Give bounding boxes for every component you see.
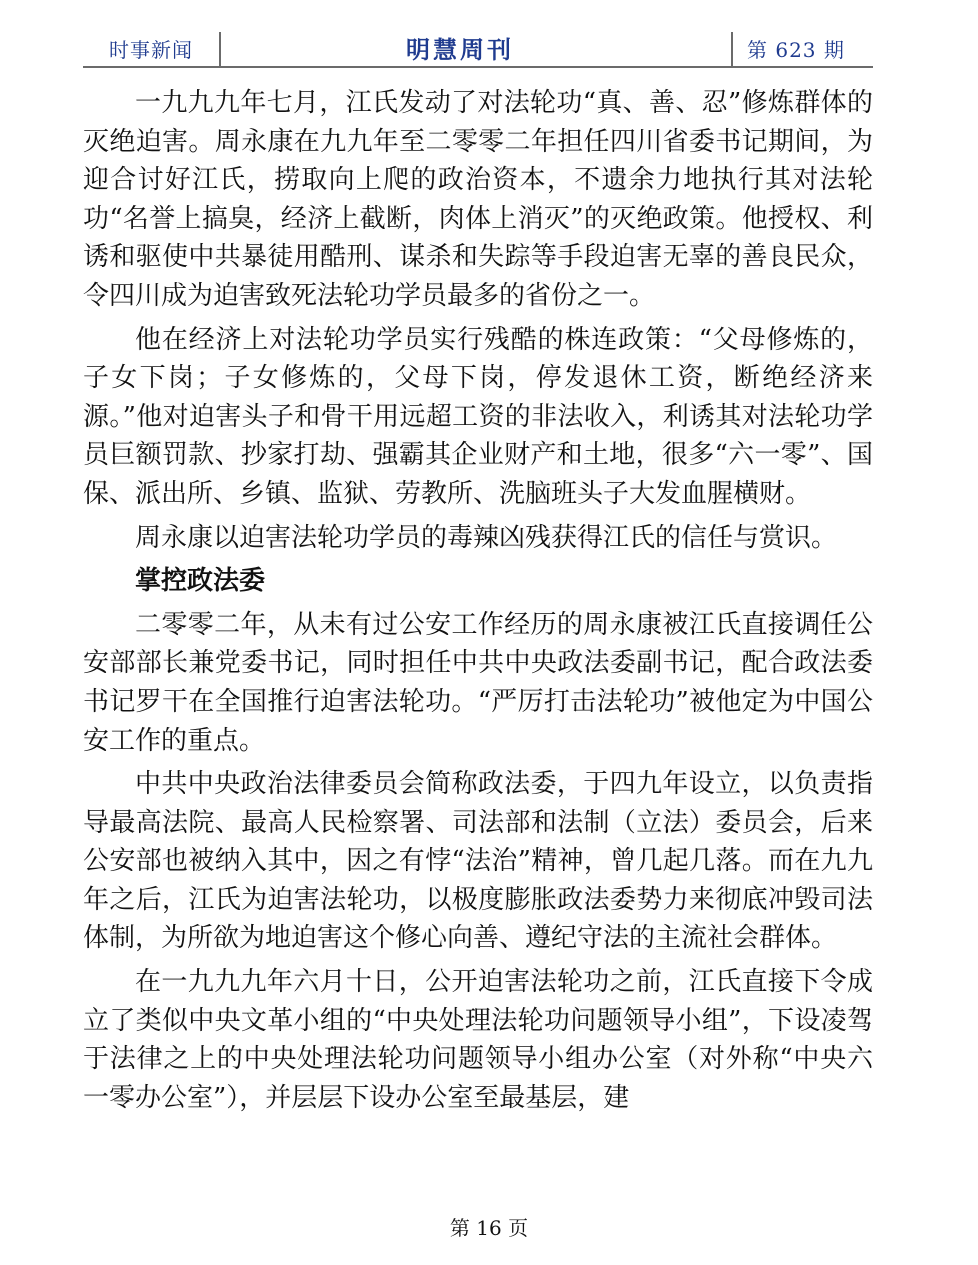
page-header bbox=[83, 28, 873, 68]
paragraph-4: 二零零二年，从未有过公安工作经历的周永康被江氏直接调任公安部部长兼党委书记，同时担任中共中央政法委副书记，配合政法委书记罗干在全国推行迫害法轮功。“严厉打击法轮功”被他定为中国公安工作的重点。 bbox=[83, 609, 873, 756]
header-divider-left bbox=[219, 32, 221, 66]
article-body bbox=[83, 84, 873, 1122]
paragraph-2: 他在经济上对法轮功学员实行残酷的株连政策：“父母修炼的，子女下岗；子女修炼的，父母下岗，停发退休工资，断绝经济来源。”他对迫害头子和骨干用远超工资的非法收入，利诱其对法轮功学员巨额罚款、抄家打劫、强霸其企业财产和土地，很多“六一零”、国保、派出所、乡镇、监狱、劳教所、洗脑班头子大发血腥横财。 bbox=[83, 324, 873, 509]
header-issue: 第 623 期 bbox=[747, 38, 845, 62]
section-heading: 掌控政法委 bbox=[135, 566, 266, 597]
header-section: 时事新闻 bbox=[109, 38, 193, 62]
paragraph-1: 一九九九年七月，江氏发动了对法轮功“真、善、忍”修炼群体的灭绝迫害。周永康在九九年至二零零二年担任四川省委书记期间，为迎合讨好江氏，捞取向上爬的政治资本，不遗余力地执行其对法轮功“名誉上搞臭，经济上截断，肉体上消灭”的灭绝政策。他授权、利诱和驱使中共暴徒用酷刑、谋杀和失踪等手段迫害无辜的善良民众，令四川成为迫害致死法轮功学员最多的省份之一。 bbox=[83, 88, 873, 311]
paragraph-6: 在一九九九年六月十日，公开迫害法轮功之前，江氏直接下令成立了类似中央文革小组的“中央处理法轮功问题领导小组”，下设凌驾于法律之上的中央处理法轮功问题领导小组办公室（对外称“中央六一零办公室”），并层层下设办公室至最基层，建 bbox=[83, 967, 873, 1113]
paragraph-5: 中共中央政治法律委员会简称政法委，于四九年设立，以负责指导最高法院、最高人民检察署、司法部和法制（立法）委员会，后来公安部也被纳入其中，因之有悖“法治”精神，曾几起几落。而在九九年之后，江氏为迫害法轮功，以极度膨胀政法委势力来彻底冲毁司法体制，为所欲为地迫害这个修心向善、遵纪守法的主流社会群体。 bbox=[83, 769, 873, 954]
header-rule bbox=[83, 66, 873, 68]
header-title: 明慧周刊 bbox=[406, 36, 514, 64]
page-number: 第 16 页 bbox=[449, 1216, 529, 1240]
header-divider-right bbox=[731, 32, 733, 66]
paragraph-3: 周永康以迫害法轮功学员的毒辣凶残获得江氏的信任与赏识。 bbox=[135, 522, 838, 553]
